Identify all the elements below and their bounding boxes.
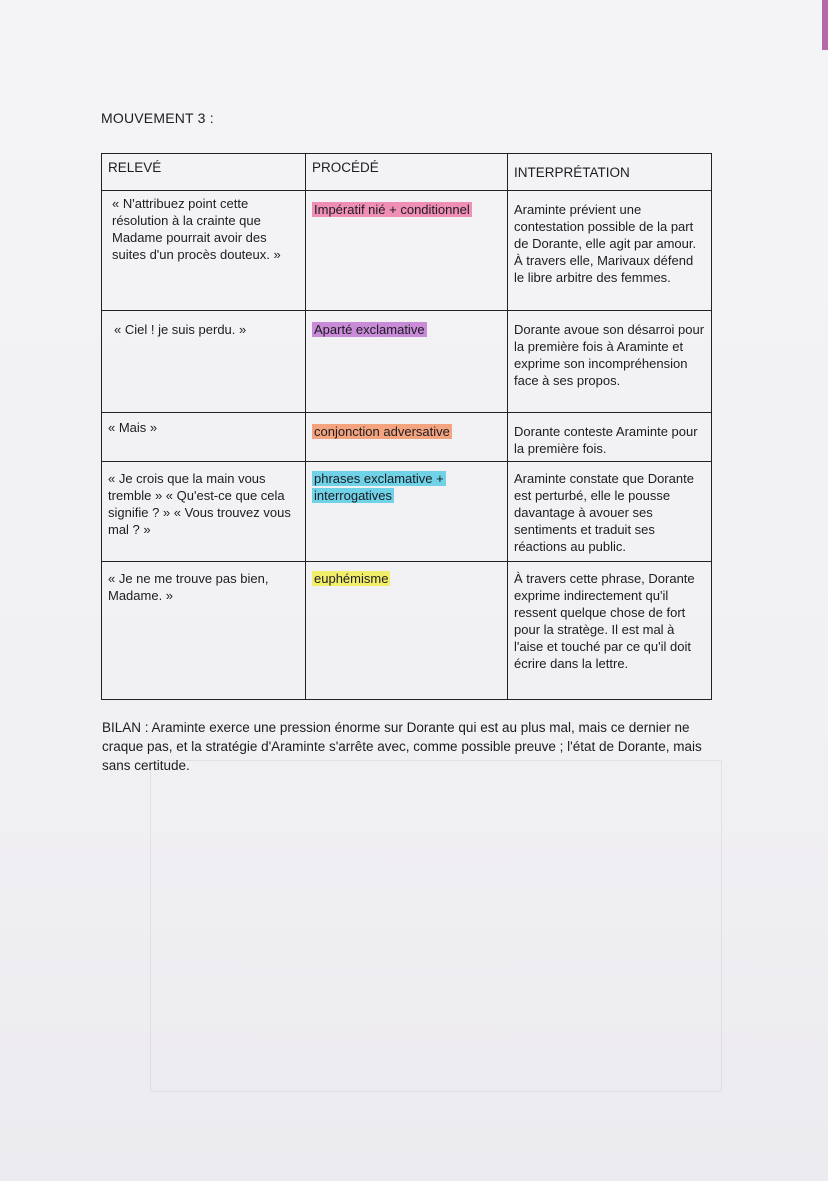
- cell-procede: [306, 562, 508, 700]
- cell-interpretation: Araminte constate que Dorante est perturbé, elle le pousse davantage à avouer ses sentiments et traduit ses réactions au public.: [508, 462, 712, 562]
- table-row: [102, 191, 712, 311]
- cell-procede: [306, 413, 508, 462]
- show-through-backside: [150, 760, 722, 1092]
- cell-releve: « Je ne me trouve pas bien, Madame. »: [102, 562, 306, 700]
- cell-procede: [306, 311, 508, 413]
- cell-interpretation: Araminte prévient une contestation possible de la part de Dorante, elle agit par amour. À travers elle, Marivaux défend le libre arbitre des femmes.: [508, 191, 712, 311]
- header-procede: PROCÉDÉ: [306, 154, 508, 191]
- cell-releve: « Mais »: [102, 413, 306, 462]
- cell-procede: [306, 462, 508, 562]
- page-title: MOUVEMENT 3 :: [101, 110, 214, 126]
- cell-interpretation: Dorante avoue son désarroi pour la première fois à Araminte et exprime son incompréhension face à ses propos.: [508, 311, 712, 413]
- highlight-pink: Impératif nié + conditionnel: [314, 202, 470, 217]
- highlight-orange: conjonction adversative: [314, 424, 450, 439]
- cell-interpretation: À travers cette phrase, Dorante exprime indirectement qu'il ressent quelque chose de fort pour la stratège. Il est mal à l'aise et touché par ce qu'il doit écrire dans la lettre.: [508, 562, 712, 700]
- highlight-purple: Aparté exclamative: [314, 322, 425, 337]
- table-row: [102, 462, 712, 562]
- cell-interpretation: Dorante conteste Araminte pour la première fois.: [508, 413, 712, 462]
- highlight-yellow: euphémisme: [314, 571, 389, 586]
- cell-releve: « N'attribuez point cette résolution à la crainte que Madame pourrait avoir des suites d'un procès douteux. »: [102, 191, 306, 311]
- highlight-blue: phrases exclamative + interrogatives: [314, 471, 444, 503]
- bilan-paragraph: BILAN : Araminte exerce une pression énorme sur Dorante qui est au plus mal, mais ce dernier ne craque pas, et la stratégie d'Araminte s'arrête avec, comme possible preuve ; l'état de Dorante, mais sans certitude.: [102, 720, 702, 773]
- cell-releve: « Ciel ! je suis perdu. »: [102, 311, 306, 413]
- header-releve: RELEVÉ: [102, 154, 306, 191]
- cell-procede: [306, 191, 508, 311]
- table-row: [102, 562, 712, 700]
- table-row: [102, 413, 712, 462]
- analysis-table: [101, 153, 712, 700]
- header-interpretation: INTERPRÉTATION: [508, 154, 712, 191]
- table-row: [102, 311, 712, 413]
- binder-edge: [822, 0, 828, 50]
- cell-releve: « Je crois que la main vous tremble » « Qu'est-ce que cela signifie ? » « Vous trouvez vous mal ? »: [102, 462, 306, 562]
- table-header-row: [102, 154, 712, 191]
